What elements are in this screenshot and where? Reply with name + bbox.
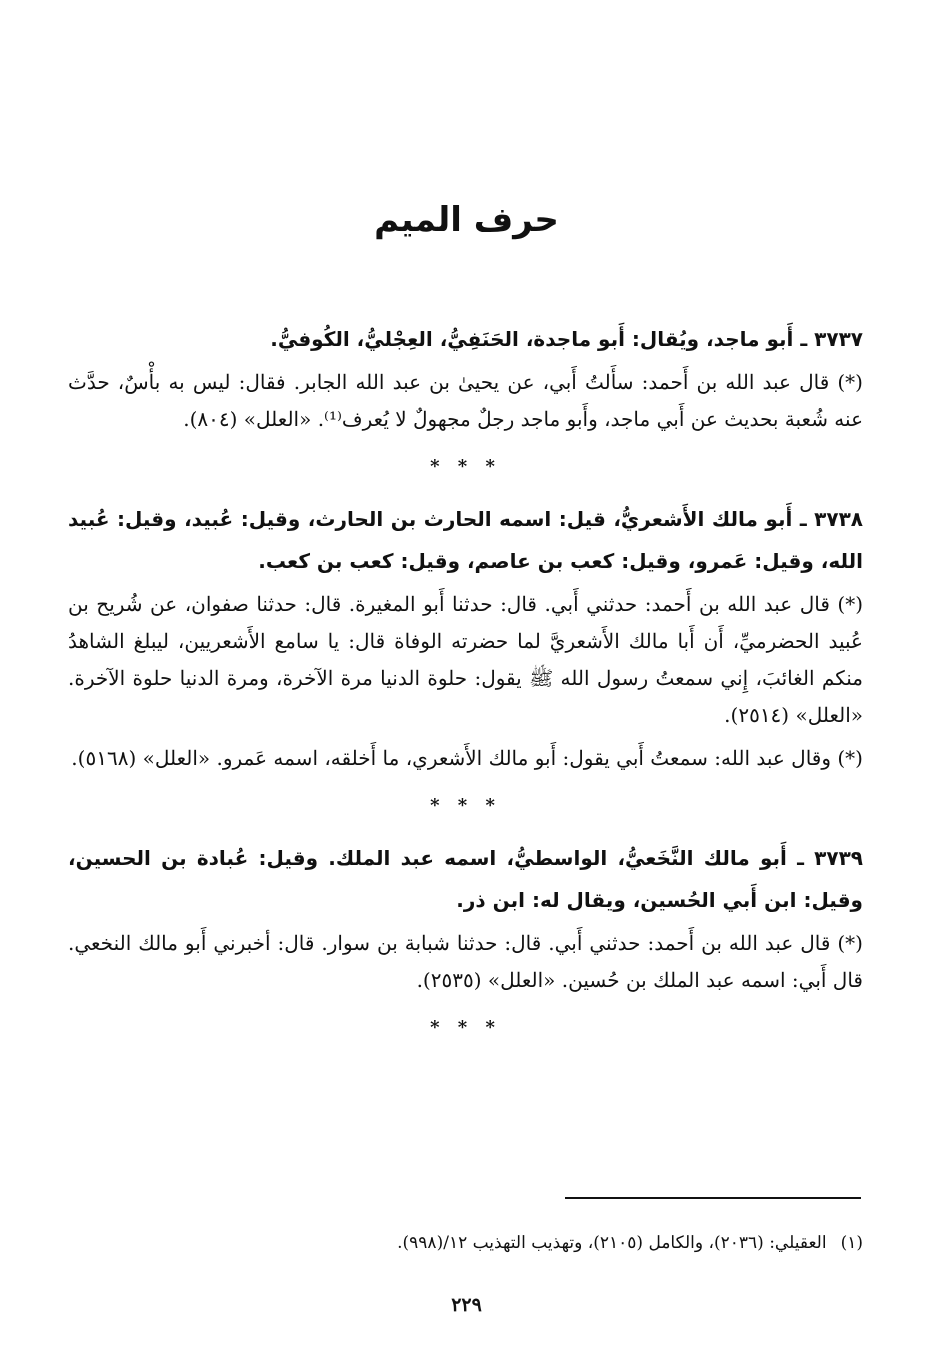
footnote-divider	[565, 1197, 861, 1199]
narration-paragraph: (*) وقال عبد الله: سمعتُ أَبي يقول: أَبو مالك الأَشعري، ما أَخلقه، اسمه عَمرو. «العلل» (٥١٦٨).	[71, 746, 863, 770]
section-separator: * * *	[430, 456, 501, 477]
narration-paragraph: (*) قال عبد الله بن أَحمد: حدثني أَبي. قال: حدثنا شبابة بن سوار. قال: أخبرني أَبو مالك النخعي. قال أَبي: اسمه عبد الملك بن حُسين. «العلل» (٢٥٣٥).	[68, 931, 863, 992]
narration-paragraph: (*) قال عبد الله بن أَحمد: حدثني أَبي. قال: حدثنا أَبو المغيرة. قال: حدثنا صفوان، عن شُريح بن عُبيد الحضرميِّ، أَن أَبا مالك الأَشعريَّ لما حضرته الوفاة قال: يا سامع الأَشعريين، ليبلغ الشاهدُ منكم الغائبَ، إِني سمعتُ رسول الله ﷺ يقول: حلوة الدنيا مرة الآخرة، ومرة الدنيا حلوة الآخرة. «العلل» (٢٥١٤).	[68, 592, 863, 727]
entry-heading: ٣٧٣٨ ـ أَبو مالك الأَشعريُّ، قيل: اسمه الحارث بن الحارث، وقيل: عُبيد، وقيل: عُبيد الله، وقيل: عَمرو، وقيل: كعب بن عاصم، وقيل: كعب بن كعب.	[68, 507, 863, 573]
main-content	[68, 318, 863, 1059]
entry-heading: ٣٧٣٩ ـ أَبو مالك النَّخَعيُّ، الواسطيُّ، اسمه عبد الملك. وقيل: عُبادة بن الحسين، وقيل: ابن أَبي الحُسين، ويقال له: ابن ذر.	[68, 846, 863, 912]
section-separator: * * *	[430, 795, 501, 816]
page-number: ٢٢٩	[451, 1294, 482, 1316]
footnote-text: العقيلي: (٢٠٣٦)، والكامل (٢١٠٥)، وتهذيب التهذيب ١٢/(٩٩٨).	[397, 1233, 827, 1253]
entry-3737	[68, 318, 863, 438]
entry-3739	[68, 837, 863, 999]
narration-paragraph: (*) قال عبد الله بن أَحمد: سأَلتُ أَبي، عن يحيىٰ بن عبد الله الجابر. فقال: ليس به بأْسٌ، حدَّث عنه شُعبة بحديث عن أَبي ماجد، وأَبو ماجد رجلٌ مجهولٌ لا يُعرف⁽¹⁾. «العلل» (٨٠٤).	[68, 370, 863, 431]
entry-3738	[68, 498, 863, 777]
footnote-number: (١)	[840, 1233, 863, 1253]
chapter-title: حرف الميم	[374, 200, 559, 240]
footnote	[68, 1228, 863, 1258]
section-separator: * * *	[430, 1017, 501, 1038]
entry-heading: ٣٧٣٧ ـ أَبو ماجد، ويُقال: أَبو ماجدة، الحَنَفِيُّ، العِجْليُّ، الكُوفيُّ.	[270, 327, 863, 351]
